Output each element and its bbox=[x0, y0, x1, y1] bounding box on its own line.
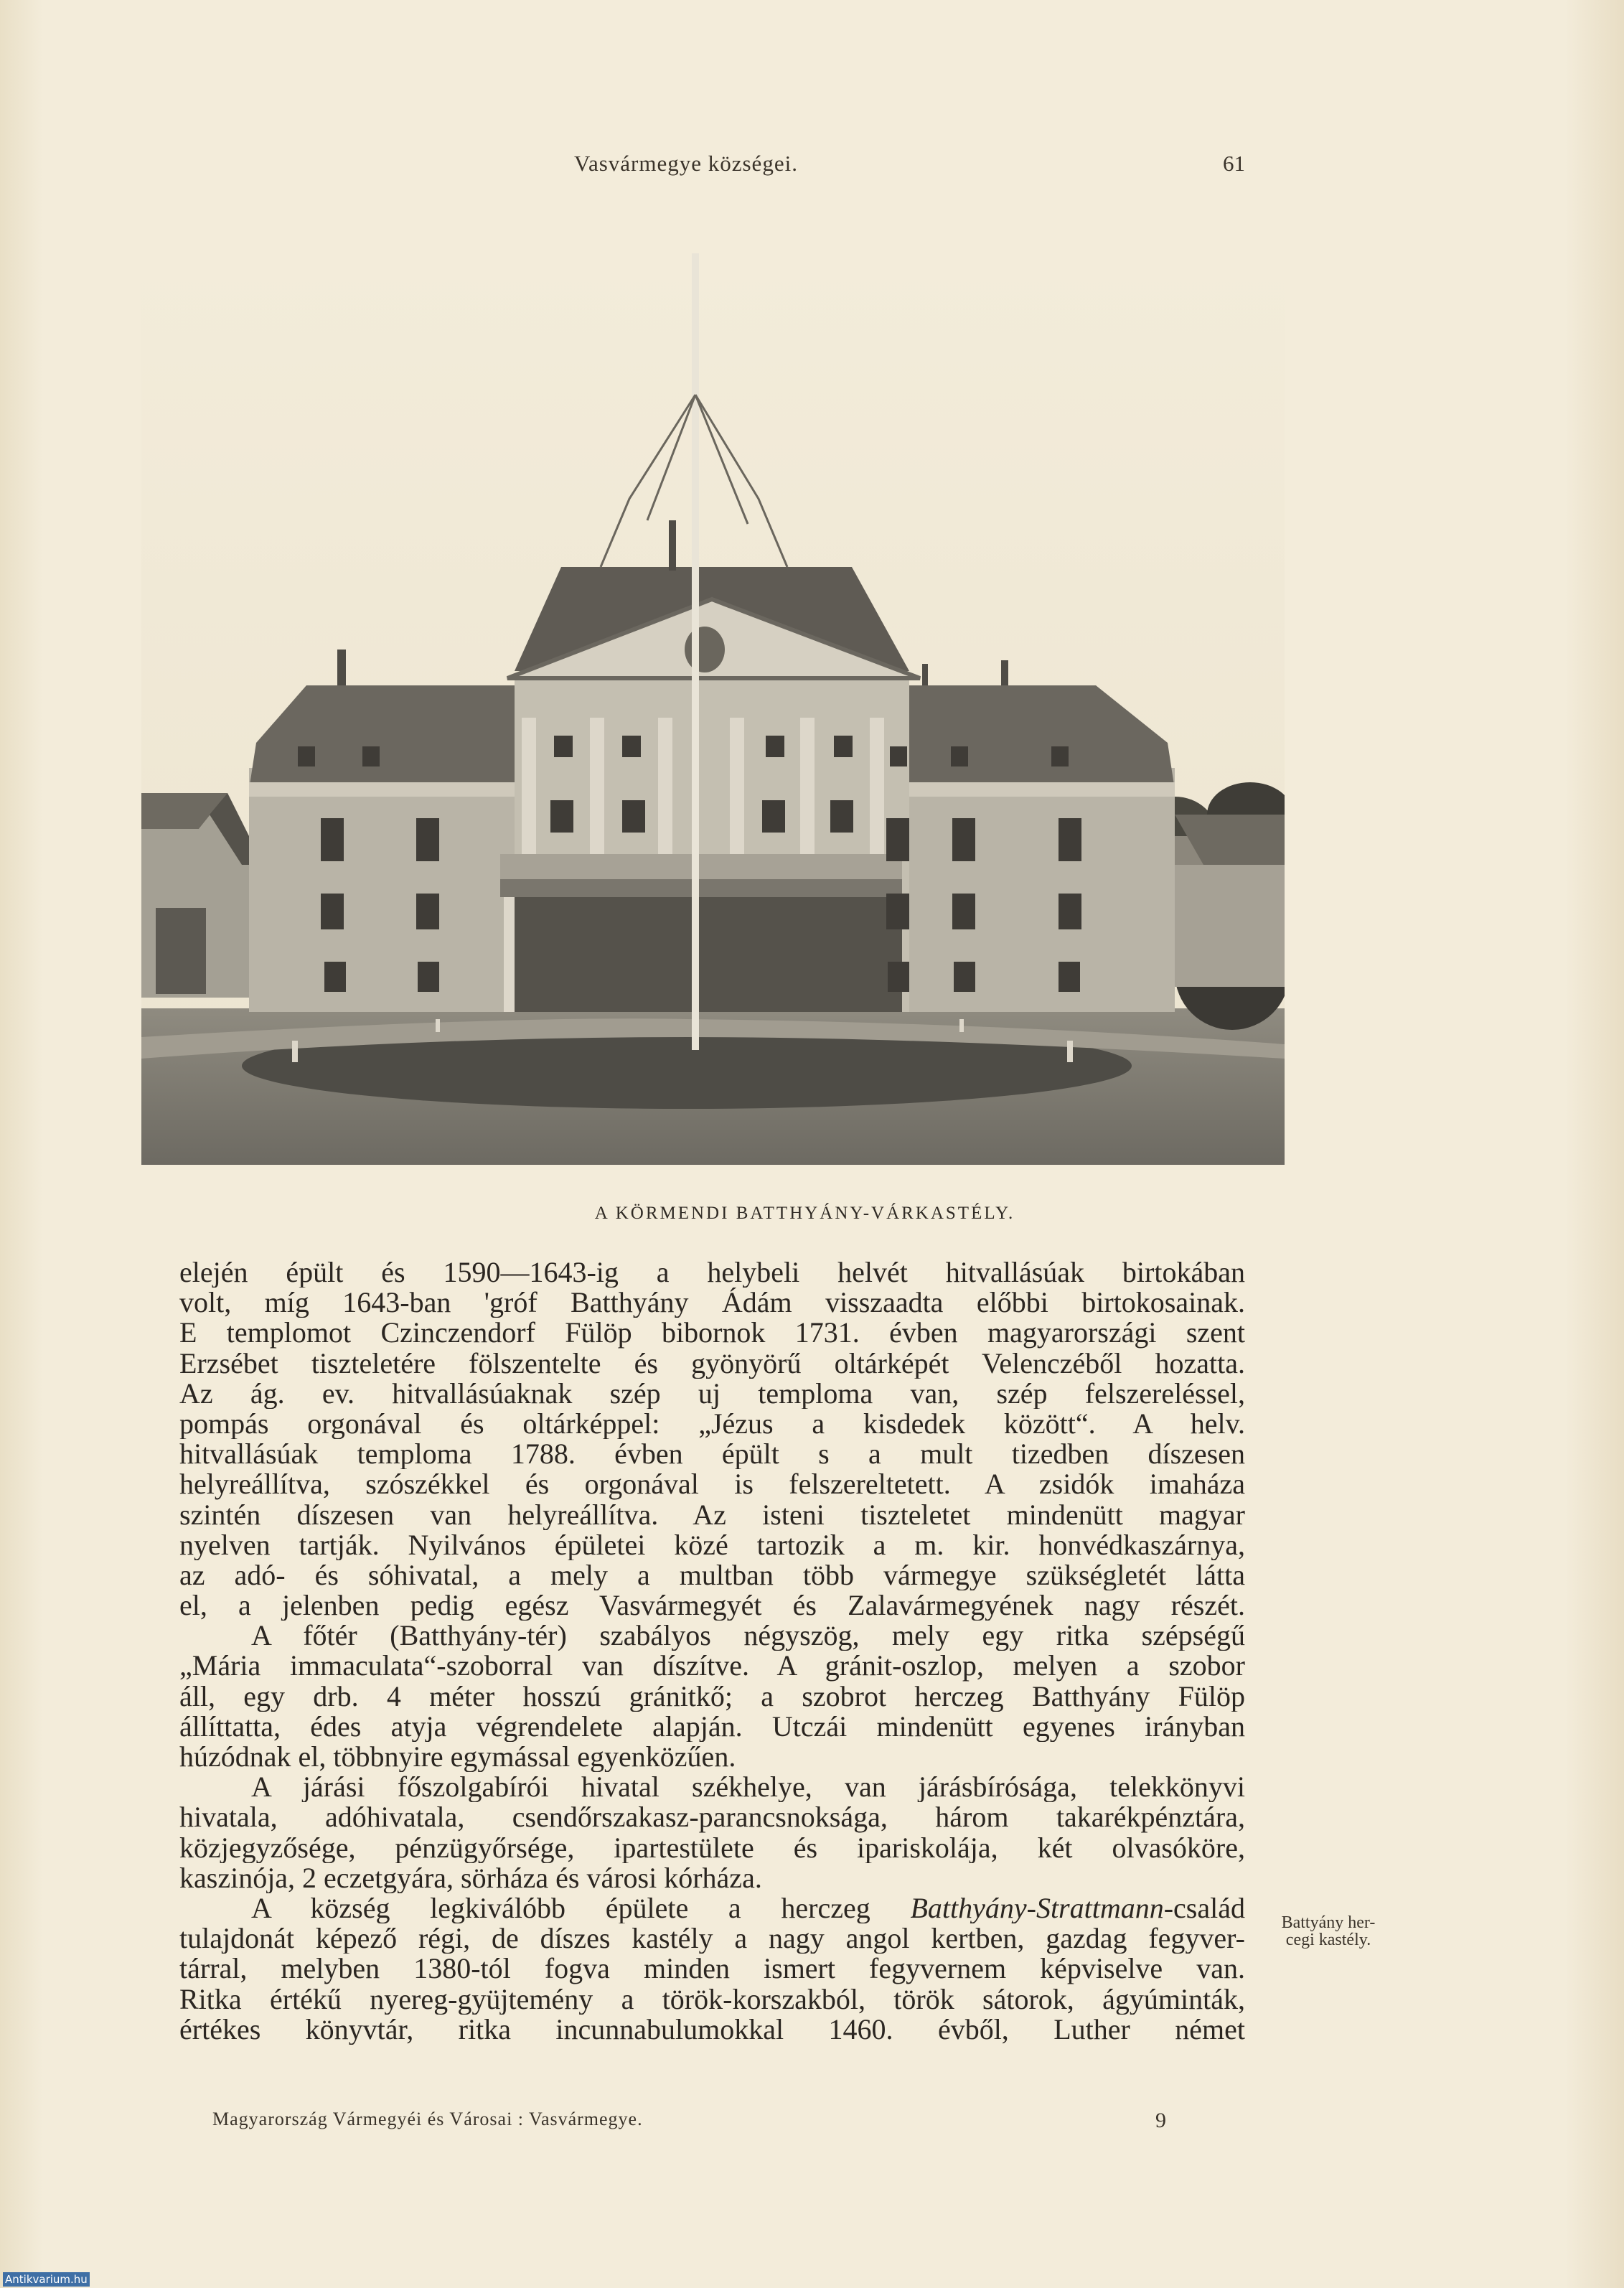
text-line: hitvallásúak temploma 1788. évben épült s a mult tizedben díszesen bbox=[179, 1439, 1245, 1470]
footer-title: Magyarország Vármegyéi és Városai : Vasvármegye. bbox=[212, 2109, 643, 2129]
italic-family-name: Batthyány-Strattmann bbox=[910, 1893, 1164, 1924]
text-line: nyelven tartják. Nyilvános épületei közé tartozik a m. kir. honvédkaszárnya, bbox=[179, 1529, 1245, 1560]
marginal-note-line: cegi kastély. bbox=[1285, 1931, 1371, 1949]
figure-caption bbox=[0, 1204, 1624, 1224]
text-line: volt, míg 1643-ban 'gróf Batthyány Ádám visszaadta előbbi birtokosainak. bbox=[179, 1288, 1245, 1318]
text-line-with-italic bbox=[179, 1893, 1245, 1923]
running-title: Vasvármegye községei. bbox=[574, 151, 798, 176]
text-line: szintén díszesen van helyreállítva. Az isteni tiszteletet mindenütt magyar bbox=[179, 1499, 1245, 1530]
page-footer bbox=[0, 2109, 1624, 2137]
text-line: elején épült és 1590—1643-ig a helybeli helvét hitvallásúak birtokában bbox=[179, 1257, 1245, 1288]
castle-photo-illustration bbox=[141, 248, 1285, 1165]
watermark: Antikvarium.hu bbox=[3, 2272, 90, 2287]
text-line: hivatala, adóhivatala, csendőrszakasz-parancsnoksága, három takarékpénztára, bbox=[179, 1802, 1245, 1833]
text-line: az adó- és sóhivatal, a mely a multban több vármegye szükségletét látta bbox=[179, 1560, 1245, 1591]
text-line: állíttatta, édes atyja végrendelete alapján. Utczái mindenütt egyenes irányban bbox=[179, 1711, 1245, 1742]
page-number: 61 bbox=[1223, 151, 1245, 176]
text-line: tárral, melyben 1380-tól fogva minden ismert fegyvernem képviselve van. bbox=[179, 1954, 1245, 1984]
signature-mark: 9 bbox=[1155, 2109, 1166, 2132]
text-line: Erzsébet tiszteletére fölszentelte és gyönyörű oltárképét Velenczéből hozatta. bbox=[179, 1348, 1245, 1379]
text-line: áll, egy drb. 4 méter hosszú gránitkő; a szobrot herczeg Batthyány Fülöp bbox=[179, 1681, 1245, 1712]
text-line: A főtér (Batthyány-tér) szabályos négyszög, mely egy ritka szépségű bbox=[251, 1621, 1245, 1651]
text-line: pompás orgonával és oltárképpel: „Jézus a kisdedek között“. A helv. bbox=[179, 1408, 1245, 1440]
running-head bbox=[0, 151, 1624, 187]
text-line: közjegyzősége, pénzügyőrsége, ipartestülete és ipariskolája, két olvasóköre, bbox=[179, 1832, 1245, 1863]
text-line: Az ág. ev. hitvallásúaknak szép uj temploma van, szép felszereléssel, bbox=[179, 1378, 1245, 1409]
text-line: el, a jelenben pedig egész Vasvármegyét és Zalavármegyének nagy részét. bbox=[179, 1590, 1245, 1621]
castle-photograph bbox=[141, 248, 1285, 1165]
text-line: E templomot Czinczendorf Fülöp bibornok 1731. évben magyarországi szent bbox=[179, 1318, 1245, 1349]
text-line: „Mária immaculata“-szoborral van díszítve. A gránit-oszlop, melyen a szobor bbox=[179, 1651, 1245, 1682]
caption-text: A KÖRMENDI BATTHYÁNY-VÁRKASTÉLY. bbox=[594, 1204, 1015, 1223]
body-text bbox=[179, 1257, 1245, 2045]
text-segment: -család bbox=[1163, 1893, 1245, 1924]
text-line: tulajdonát képező régi, de díszes kastély a nagy angol kertben, gazdag fegyver- bbox=[179, 1923, 1245, 1954]
text-line: A járási főszolgabírói hivatal székhelye, van járásbírósága, telekkönyvi bbox=[251, 1772, 1245, 1803]
text-line: helyreállítva, szószékkel és orgonával is felszereltetett. A zsidók imaháza bbox=[179, 1469, 1245, 1500]
marginal-note-line: Battyány her- bbox=[1281, 1913, 1376, 1932]
text-line: Ritka értékű nyereg-gyüjtemény a török-korszakból, török sátorok, ágyúminták, bbox=[179, 1984, 1245, 2015]
text-line: értékes könyvtár, ritka incunnabulumokkal 1460. évből, Luther német bbox=[179, 2014, 1245, 2045]
marginal-note bbox=[1267, 1914, 1389, 1949]
text-segment: A község legkiválóbb épülete a herczeg bbox=[251, 1893, 870, 1924]
text-line: húzódnak el, többnyire egymással egyenközűen. bbox=[179, 1742, 736, 1773]
text-line: kaszinója, 2 eczetgyára, sörháza és városi kórháza. bbox=[179, 1862, 762, 1893]
